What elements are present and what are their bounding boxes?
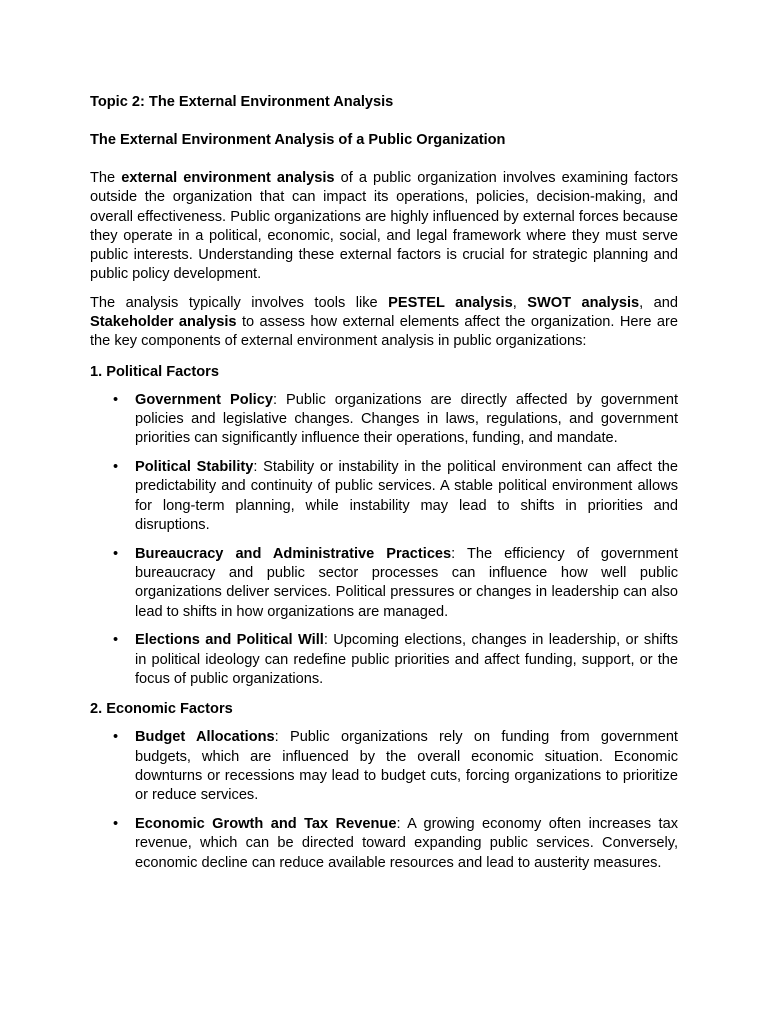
item-text: : A growing economy often increases tax revenue, which can be directed toward expanding public services. Conversely, economic decline can reduce available resources and lead to austerity measures. <box>135 816 678 871</box>
intro-lead: The <box>90 170 122 186</box>
item-term: Political Stability <box>135 459 254 476</box>
tools-text-1: The analysis typically involves tools like <box>90 294 389 311</box>
bullet-icon: • <box>113 545 119 562</box>
list-item <box>90 631 678 689</box>
tools-paragraph <box>90 294 678 352</box>
item-text: : Upcoming elections, changes in leadership, or shifts in political ideology can redefine public priorities and affect funding, support, or the focus of public organizations. <box>135 632 678 688</box>
bullet-icon: • <box>113 459 119 476</box>
document-title: Topic 2: The External Environment Analysis <box>90 94 394 110</box>
tools-text-2: , <box>512 294 528 311</box>
tools-pestel: PESTEL analysis <box>388 294 513 311</box>
item-term: Budget Allocations <box>135 729 275 746</box>
list-item <box>90 545 678 622</box>
bullet-icon: • <box>113 729 119 746</box>
item-text: : The efficiency of government bureaucracy and public sector processes can influence how well public organizations deliver services. Political pressures or changes in leadership can also lead to shifts in how organizations are managed. <box>135 545 678 620</box>
section-heading-economic: 2. Economic Factors <box>90 701 233 718</box>
intro-bold-term: external environment analysis <box>121 170 335 186</box>
bullet-icon: • <box>113 816 119 833</box>
item-term: Economic Growth and Tax Revenue <box>135 816 397 833</box>
intro-rest: of a public organization involves examining factors outside the organization that can impact its operations, policies, decision-making, and overall effectiveness. Public organizations are highly influenced by external forces because they operate in a political, economic, social, and legal framework where they must serve public interests. Understanding these external factors is crucial for strategic planning and public policy development. <box>90 170 679 283</box>
economic-factors-list <box>90 728 678 873</box>
intro-paragraph <box>90 169 678 285</box>
tools-stakeholder: Stakeholder analysis <box>90 314 237 331</box>
list-item <box>90 458 678 535</box>
section-heading-political: 1. Political Factors <box>90 363 219 380</box>
item-term: Bureaucracy and Administrative Practices <box>135 545 452 562</box>
list-item <box>90 728 678 805</box>
bullet-icon: • <box>113 391 119 408</box>
list-item <box>90 815 678 873</box>
tools-text-4: to assess how external elements affect the organization. Here are the key components of external environment analysis in public organizations: <box>90 314 678 350</box>
document-subtitle: The External Environment Analysis of a Public Organization <box>90 132 506 148</box>
bullet-icon: • <box>113 632 119 649</box>
list-item <box>90 391 678 449</box>
item-text: : Public organizations are directly affected by government policies and legislative changes. Changes in laws, regulations, and government priorities can significantly influence their operations, funding, and mandate. <box>135 391 678 447</box>
item-text: : Stability or instability in the political environment can affect the predictability and continuity of public services. A stable political environment allows for long-term planning, while instability may lead to shifts in priorities and disruptions. <box>135 459 678 533</box>
item-text: : Public organizations rely on funding from government budgets, which are influenced by the overall economic situation. Economic downturns or recessions may lead to budget cuts, forcing organizations to prioritize or reduce services. <box>135 729 678 804</box>
item-term: Elections and Political Will <box>135 632 324 649</box>
tools-swot: SWOT analysis <box>527 294 640 311</box>
item-term: Government Policy <box>135 391 273 408</box>
document-body <box>90 90 678 882</box>
tools-text-3: , and <box>639 294 678 311</box>
political-factors-list <box>90 391 678 690</box>
